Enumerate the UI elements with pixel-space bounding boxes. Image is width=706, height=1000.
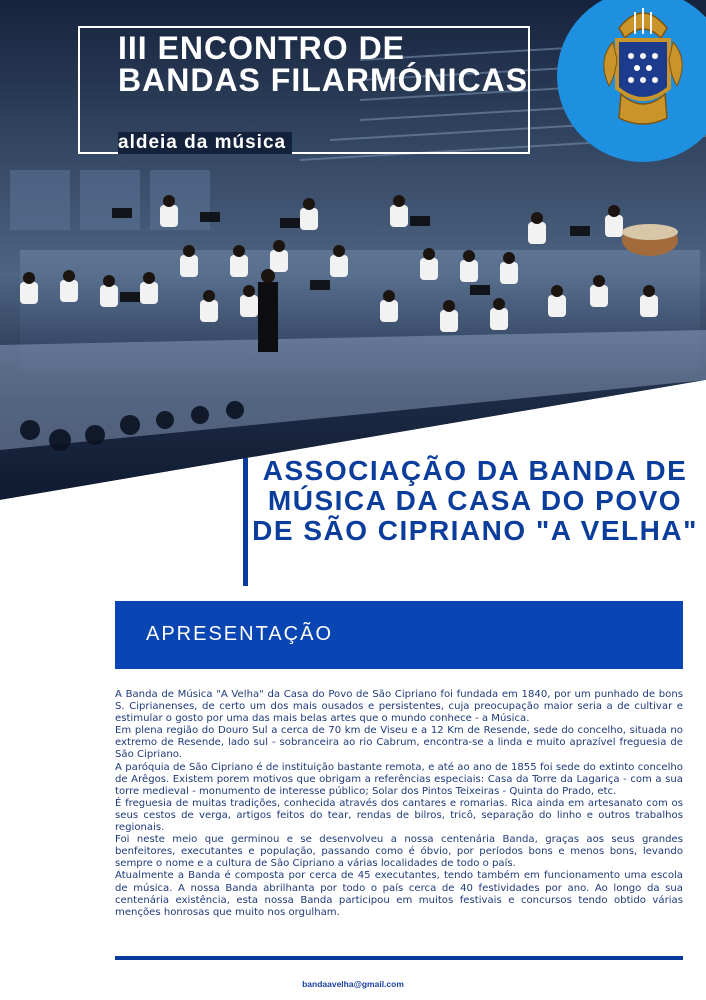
paragraph: A Banda de Música "A Velha" da Casa do Povo de São Cipriano foi fundada em 1840, por um punhado de bons S. Ciprianenses, de certo um dos mais ousados e persistentes, cuja preocupação maior seria a de cultivar e estimular o gosto por uma das mais belas artes que o mundo conhece - a Música. bbox=[115, 689, 683, 725]
event-title: III ENCONTRO DE BANDAS FILARMÓNICAS bbox=[118, 30, 529, 98]
contact-email[interactable]: bandaavelha@gmail.com bbox=[302, 979, 404, 989]
footer-divider bbox=[115, 956, 683, 960]
section-heading: APRESENTAÇÃO bbox=[146, 623, 333, 645]
paragraph: Atualmente a Banda é composta por cerca de 45 executantes, tendo também em funcionamento uma escola de música. A nossa Banda abrilhanta por todo o país cerca de 40 festividades por ano. Ao longo da sua centenária existência, esta nossa Banda participou em muitos festivais e concursos tendo obtido várias menções honrosas que muito nos orgulham. bbox=[115, 870, 683, 918]
body-text bbox=[115, 689, 683, 919]
heading-accent-bar bbox=[243, 458, 248, 586]
band-crest-logo bbox=[557, 0, 706, 162]
section-banner bbox=[115, 601, 683, 669]
association-title: ASSOCIAÇÃO DA BANDA DE MÚSICA DA CASA DO POVO DE SÃO CIPRIANO "A VELHA" bbox=[252, 455, 698, 546]
event-subtitle: aldeia da música bbox=[118, 132, 292, 154]
paragraph: Em plena região do Douro Sul a cerca de 70 km de Viseu e a 12 Km de Resende, sede do concelho, situada no extremo de Resende, lado sul - sobranceira ao rio Cabrum, encontra-se a linda e muito aprazível freguesia de São Cipriano. bbox=[115, 725, 683, 761]
paragraph: É freguesia de muitas tradições, conhecida através dos cantares e romarias. Rica ainda em artesanato com os seus cestos de verga, artigos feitos do tear, rendas de bilros, tricô, separação do linho e outros trabalhos regionais. bbox=[115, 797, 683, 834]
paragraph: A paróquia de São Cipriano é de instituição bastante remota, e até ao ano de 1855 foi sede do extinto concelho de Arêgos. Existem porem motivos que obrigam a referências especiais: Casa da Torre da Lagariça - com a sua torre medieval - monumento de interesse público; Solar dos Pintos Teixeiras - Quinta do Prado, etc. bbox=[115, 761, 683, 797]
paragraph: Foi neste meio que germinou e se desenvolveu a nossa centenária Banda, graças aos seus grandes benfeitores, executantes e população, passando como é óbvio, por períodos bons e menos bons, levando sempre o nome e a cultura de São Cipriano a várias localidades de todo o país. bbox=[115, 834, 683, 870]
